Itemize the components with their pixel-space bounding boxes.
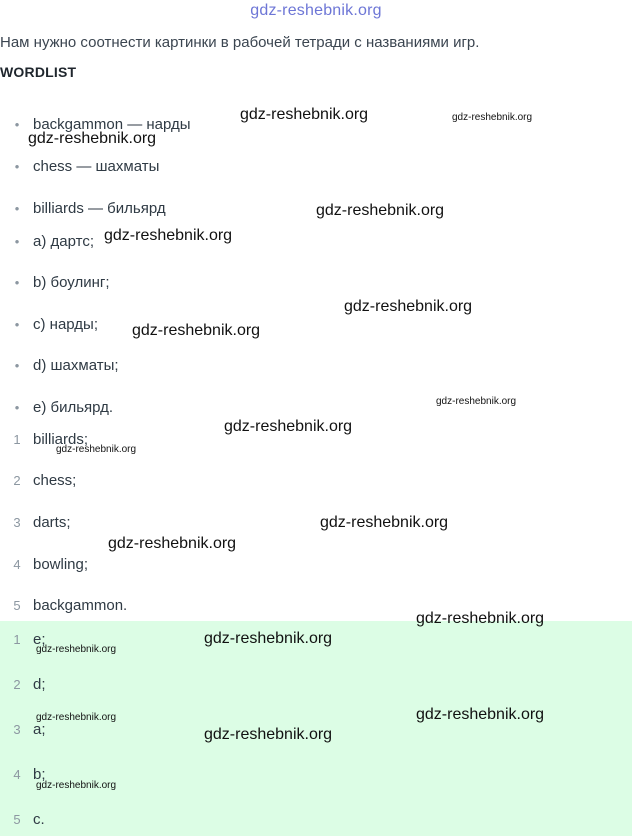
watermark: gdz-reshebnik.org — [436, 396, 517, 407]
numbered-item-text: darts; — [33, 513, 71, 531]
item-number: 5 — [13, 597, 21, 613]
answer-number: 4 — [13, 766, 21, 782]
bullet-icon: • — [14, 233, 20, 249]
watermark: gdz-reshebnik.org — [56, 444, 137, 455]
watermark: gdz-reshebnik.org — [36, 780, 117, 791]
wordlist-bullet-item — [0, 270, 632, 294]
wordlist-bullet-item — [0, 312, 632, 336]
intro-text: Нам нужно соотнести картинки в рабочей тетради с названиями игр. — [0, 34, 480, 51]
watermark: gdz-reshebnik.org — [320, 514, 449, 531]
watermark: gdz-reshebnik.org — [224, 418, 353, 435]
answer-item — [0, 672, 632, 696]
watermark: gdz-reshebnik.org — [132, 322, 261, 339]
wordlist-bullet-text: c) нарды; — [33, 315, 98, 333]
bullet-icon: • — [14, 357, 20, 373]
watermark: gdz-reshebnik.org — [344, 298, 473, 315]
watermark: gdz-reshebnik.org — [36, 644, 117, 655]
header-site-link[interactable]: gdz-reshebnik.org — [250, 2, 382, 19]
watermark: gdz-reshebnik.org — [36, 712, 117, 723]
numbered-item-text: bowling; — [33, 555, 89, 573]
watermark: gdz-reshebnik.org — [316, 202, 445, 219]
wordlist-bullet-item — [0, 395, 632, 419]
watermark: gdz-reshebnik.org — [204, 630, 333, 647]
wordlist-bullet-item — [0, 353, 632, 377]
numbered-item-text: chess; — [33, 471, 77, 489]
watermark: gdz-reshebnik.org — [108, 535, 237, 552]
answer-text: d; — [33, 675, 46, 693]
item-number: 1 — [13, 431, 21, 447]
answer-text: c. — [33, 810, 45, 828]
numbered-item-text: billiards; — [33, 430, 89, 448]
watermark: gdz-reshebnik.org — [28, 130, 157, 147]
watermark: gdz-reshebnik.org — [416, 610, 545, 627]
watermark: gdz-reshebnik.org — [104, 227, 233, 244]
wordlist-bullet-text: billiards — бильярд — [33, 199, 166, 217]
bullet-icon: • — [14, 158, 20, 174]
watermark: gdz-reshebnik.org — [204, 726, 333, 743]
bullet-icon: • — [14, 116, 20, 132]
bullet-icon: • — [14, 274, 20, 290]
answer-text: a; — [33, 720, 46, 738]
wordlist-bullet-text: d) шахматы; — [33, 356, 119, 374]
item-number: 4 — [13, 556, 21, 572]
item-number: 3 — [13, 514, 21, 530]
watermark: gdz-reshebnik.org — [240, 106, 369, 123]
wordlist-bullet-text: e) бильярд. — [33, 398, 114, 416]
numbered-item — [0, 552, 632, 576]
wordlist-bullet-text: a) дартс; — [33, 232, 94, 250]
wordlist-bullet-text: chess — шахматы — [33, 157, 160, 175]
answer-text: e; — [33, 630, 46, 648]
answer-number: 3 — [13, 721, 21, 737]
answer-item — [0, 807, 632, 831]
numbered-item-text: backgammon. — [33, 596, 128, 614]
watermark: gdz-reshebnik.org — [416, 706, 545, 723]
watermark: gdz-reshebnik.org — [452, 112, 533, 123]
answer-number: 2 — [13, 676, 21, 692]
wordlist-bullet-text: b) боулинг; — [33, 273, 110, 291]
bullet-icon: • — [14, 200, 20, 216]
numbered-item — [0, 468, 632, 492]
wordlist-title: WORDLIST — [0, 64, 77, 80]
wordlist-bullet-item — [0, 229, 632, 253]
bullet-icon: • — [14, 316, 20, 332]
wordlist-bullet-text: backgammon — нарды — [33, 115, 191, 133]
answer-text: b; — [33, 765, 46, 783]
answer-number: 5 — [13, 811, 21, 827]
answer-number: 1 — [13, 631, 21, 647]
wordlist-bullet-item — [0, 154, 632, 178]
bullet-icon: • — [14, 399, 20, 415]
numbered-item — [0, 510, 632, 534]
item-number: 2 — [13, 472, 21, 488]
